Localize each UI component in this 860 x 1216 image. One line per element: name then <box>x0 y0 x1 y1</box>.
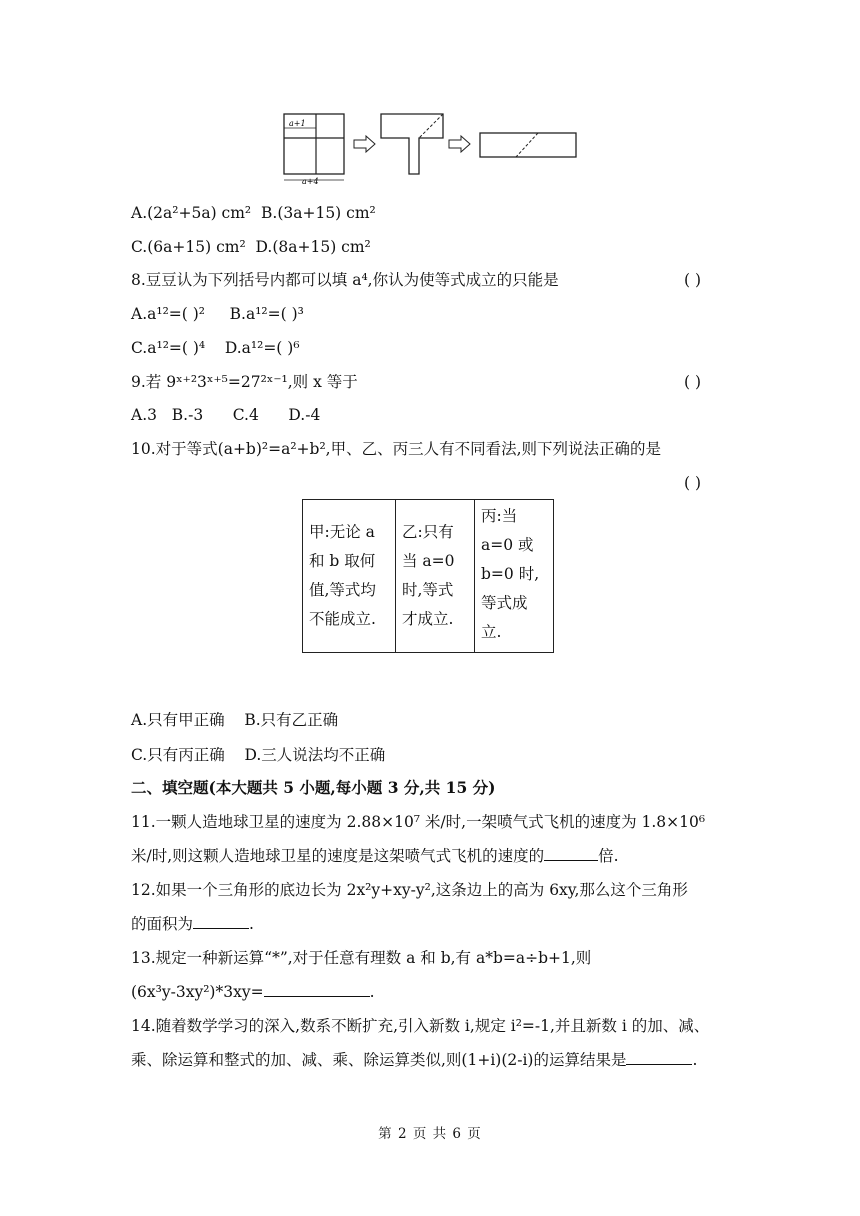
q10-options-row1 <box>131 710 338 730</box>
q8-options-row1 <box>131 304 304 324</box>
q7-option-c: C.(6a+15) cm² <box>131 238 246 256</box>
opinion-jia: 甲:无论 a 和 b 取何 值,等式均 不能成立. <box>303 500 396 653</box>
q7-option-b: B.(3a+15) cm² <box>261 204 376 222</box>
q7-options-row2 <box>131 237 371 257</box>
section-title: 二、填空题(本大题共 5 小题,每小题 3 分,共 15 分) <box>131 778 496 797</box>
q8-stem: 8.豆豆认为下列括号内都可以填 a⁴,你认为使等式成立的只能是 <box>131 271 559 289</box>
q9-options: A.3 B.-3 C.4 D.-4 <box>131 406 321 424</box>
q10-answer-paren: ( ) <box>684 474 702 492</box>
q13-line1: 13.规定一种新运算“*”,对于任意有理数 a 和 b,有 a*b=a÷b+1,则 <box>131 949 592 967</box>
q12-answer-blank[interactable] <box>193 914 249 929</box>
q7-option-d: D.(8a+15) cm² <box>255 238 371 256</box>
folding-figure <box>282 110 582 190</box>
opinion-bing: 丙:当 a=0 或 b=0 时, 等式成 立. <box>475 500 554 653</box>
q12-line1: 12.如果一个三角形的底边长为 2x²y+xy-y²,这条边上的高为 6xy,那么这个三角形 <box>131 881 688 899</box>
q11-line2: 米/时,则这颗人造地球卫星的速度是这架喷气式飞机的速度的 倍. <box>131 847 619 865</box>
q8-option-c: C.a¹²=( )⁴ <box>131 339 206 357</box>
q8-options-row2 <box>131 338 300 358</box>
q10-option-a: A.只有甲正确 <box>131 711 225 729</box>
q10-option-d: D.三人说法均不正确 <box>244 746 386 764</box>
figure-label-top: a+1 <box>289 119 306 128</box>
q10-option-c: C.只有丙正确 <box>131 746 225 764</box>
q12-line2: 的面积为 . <box>131 915 254 933</box>
q10-stem: 10.对于等式(a+b)²=a²+b²,甲、乙、丙三人有不同看法,则下列说法正确的是 <box>131 440 662 458</box>
q9-answer-paren: ( ) <box>684 373 702 391</box>
q14-line1: 14.随着数学学习的深入,数系不断扩充,引入新数 i,规定 i²=-1,并且新数 i 的加、减、 <box>131 1017 710 1035</box>
q8-option-d: D.a¹²=( )⁶ <box>224 339 300 357</box>
q10-option-b: B.只有乙正确 <box>244 711 339 729</box>
q14-line2: 乘、除运算和整式的加、减、乘、除运算类似,则(1+i)(2-i)的运算结果是 . <box>131 1051 698 1069</box>
figure-label-bottom: a+4 <box>302 177 319 186</box>
q7-options-row1 <box>131 203 376 223</box>
opinions-table <box>302 499 554 653</box>
q7-option-a: A.(2a²+5a) cm² <box>131 204 252 222</box>
q8-option-b: B.a¹²=( )³ <box>229 305 304 323</box>
q8-answer-paren: ( ) <box>684 271 702 289</box>
q11-line1: 11.一颗人造地球卫星的速度为 2.88×10⁷ 米/时,一架喷气式飞机的速度为 1.8×10⁶ <box>131 813 706 831</box>
opinion-yi: 乙:只有 当 a=0 时,等式 才成立. <box>396 500 475 653</box>
page-footer: 第 2 页 共 6 页 <box>378 1126 482 1142</box>
q8-option-a: A.a¹²=( )² <box>131 305 206 323</box>
q9-stem: 9.若 9ˣ⁺²3ˣ⁺⁵=27²ˣ⁻¹,则 x 等于 <box>131 373 358 391</box>
q11-answer-blank[interactable] <box>544 846 598 861</box>
q13-answer-blank[interactable] <box>264 982 370 997</box>
q14-answer-blank[interactable] <box>626 1050 692 1065</box>
q13-line2: (6x³y-3xy²)*3xy= . <box>131 983 375 1001</box>
q10-options-row2 <box>131 745 385 765</box>
